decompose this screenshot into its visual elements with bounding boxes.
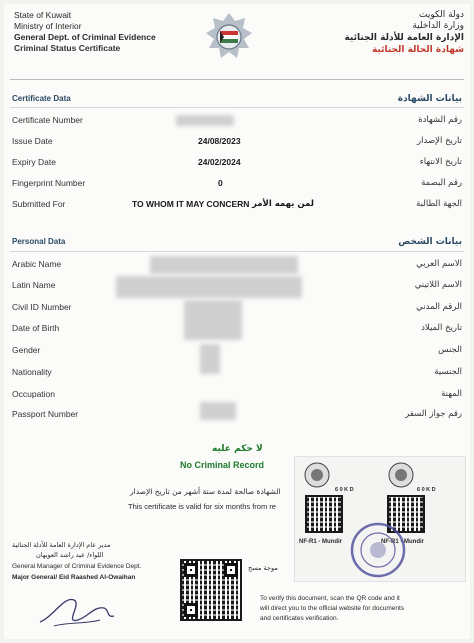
stamp-code-right: NF-R1 - Mundir bbox=[381, 539, 424, 545]
header-ministry-ar: وزارة الداخلية bbox=[412, 21, 464, 31]
label-passport-number: Passport Number bbox=[12, 409, 79, 419]
redacted-arabic-name bbox=[150, 256, 298, 274]
header-state: State of Kuwait bbox=[14, 10, 72, 20]
validity-ar: الشهادة صالحة لمدة ستة أشهر من تاريخ الإصدار bbox=[130, 487, 281, 496]
header-dept: General Dept. of Criminal Evidence bbox=[14, 32, 156, 42]
redacted-civil-id bbox=[184, 300, 242, 340]
label-date-of-birth-ar: تاريخ الميلاد bbox=[421, 323, 462, 333]
redacted-certificate-number bbox=[176, 115, 234, 126]
round-seal-stamp-icon bbox=[349, 521, 407, 579]
certificate-divider bbox=[10, 107, 464, 108]
redacted-latin-name bbox=[116, 276, 302, 298]
label-issue-date-ar: تاريخ الإصدار bbox=[417, 136, 462, 146]
verify-line-1: To verify this document, scan the QR code and it bbox=[260, 595, 400, 602]
redacted-passport-number bbox=[200, 402, 236, 420]
stamp-code-left: NF-R1 - Mundir bbox=[299, 539, 342, 545]
label-submitted-for: Submitted For bbox=[12, 199, 66, 209]
stamp-emblem-left-icon bbox=[303, 461, 331, 489]
label-expiry-date-ar: تاريخ الانتهاء bbox=[419, 157, 462, 167]
stamp-label-left: 6 0 K D bbox=[335, 487, 354, 493]
label-arabic-name-ar: الاسم العربي bbox=[416, 259, 462, 269]
label-fingerprint-number-ar: رقم البصمة bbox=[421, 178, 462, 188]
label-gender: Gender bbox=[12, 345, 41, 355]
status-no-criminal-record: No Criminal Record bbox=[180, 460, 265, 470]
label-civil-id: Civil ID Number bbox=[12, 302, 72, 312]
certificate-section-title-ar: بيانات الشهادة bbox=[397, 94, 462, 104]
submitted-for-value-ar: لمن يهمه الأمر bbox=[252, 199, 314, 209]
verify-line-2: will direct you to the official website for documents bbox=[260, 605, 405, 612]
label-latin-name: Latin Name bbox=[12, 280, 56, 290]
label-gender-ar: الجنس bbox=[438, 345, 462, 355]
label-arabic-name: Arabic Name bbox=[12, 259, 62, 269]
signature-icon bbox=[34, 586, 124, 632]
fingerprint-number-value: 0 bbox=[218, 178, 223, 188]
label-submitted-for-ar: الجهة الطالبة bbox=[416, 199, 462, 209]
validity-en: This certificate is valid for six months from re bbox=[128, 502, 276, 511]
personal-divider bbox=[10, 251, 464, 252]
label-passport-number-ar: رقم جواز السفر bbox=[405, 409, 462, 419]
certificate-page bbox=[4, 4, 470, 639]
label-date-of-birth: Date of Birth bbox=[12, 323, 60, 333]
label-civil-id-ar: الرقم المدني bbox=[416, 302, 462, 312]
header-certificate-title-ar: شهادة الحالة الجنائية bbox=[371, 45, 464, 55]
header-dept-ar: الإدارة العامة للأدلة الجنائية bbox=[344, 33, 464, 43]
label-occupation-ar: المهنة bbox=[441, 389, 462, 399]
personal-section-title: Personal Data bbox=[12, 237, 66, 246]
signatory-name-en: Major General/ Eid Raashed Al-Owaihan bbox=[12, 574, 136, 581]
label-certificate-number: Certificate Number bbox=[12, 115, 83, 125]
status-ar: لا حكم عليه bbox=[212, 444, 263, 454]
label-fingerprint-number: Fingerprint Number bbox=[12, 178, 86, 188]
signatory-name-ar: اللواء/ عيد راشد العويهان bbox=[36, 551, 104, 559]
header-certificate-title: Criminal Status Certificate bbox=[14, 43, 121, 53]
label-occupation: Occupation bbox=[12, 389, 55, 399]
label-expiry-date: Expiry Date bbox=[12, 157, 56, 167]
expiry-date-value: 24/02/2024 bbox=[198, 157, 241, 167]
attestation-stamps bbox=[294, 456, 466, 582]
verify-ar: موجة مسح bbox=[248, 564, 278, 572]
stamp-label-right: 6 0 K D bbox=[417, 487, 436, 493]
certificate-section-title: Certificate Data bbox=[12, 94, 71, 103]
submitted-for-value: TO WHOM IT MAY CONCERN bbox=[132, 199, 250, 209]
header-state-ar: دولة الكويت bbox=[419, 10, 464, 20]
personal-section-title-ar: بيانات الشخص bbox=[398, 237, 462, 247]
issue-date-value: 24/08/2023 bbox=[198, 136, 241, 146]
verification-qr-code[interactable] bbox=[180, 559, 242, 621]
header-ministry: Ministry of Interior bbox=[14, 21, 82, 31]
label-issue-date: Issue Date bbox=[12, 136, 53, 146]
signatory-title-en: General Manager of Criminal Evidence Dept. bbox=[12, 563, 142, 570]
stamp-qr-left[interactable] bbox=[305, 495, 343, 533]
verify-line-3: and certificates verification. bbox=[260, 615, 339, 622]
label-latin-name-ar: الاسم اللاتيني bbox=[414, 280, 462, 290]
label-nationality: Nationality bbox=[12, 367, 52, 377]
header-divider bbox=[10, 79, 464, 80]
label-certificate-number-ar: رقم الشهادة bbox=[418, 115, 462, 125]
signatory-title-ar: مدير عام الإدارة العامة للأدلة الجنائية bbox=[12, 541, 111, 549]
redacted-gender-nationality bbox=[200, 344, 220, 374]
kuwait-emblem-icon bbox=[204, 12, 254, 62]
stamp-emblem-right-icon bbox=[387, 461, 415, 489]
label-nationality-ar: الجنسية bbox=[434, 367, 462, 377]
